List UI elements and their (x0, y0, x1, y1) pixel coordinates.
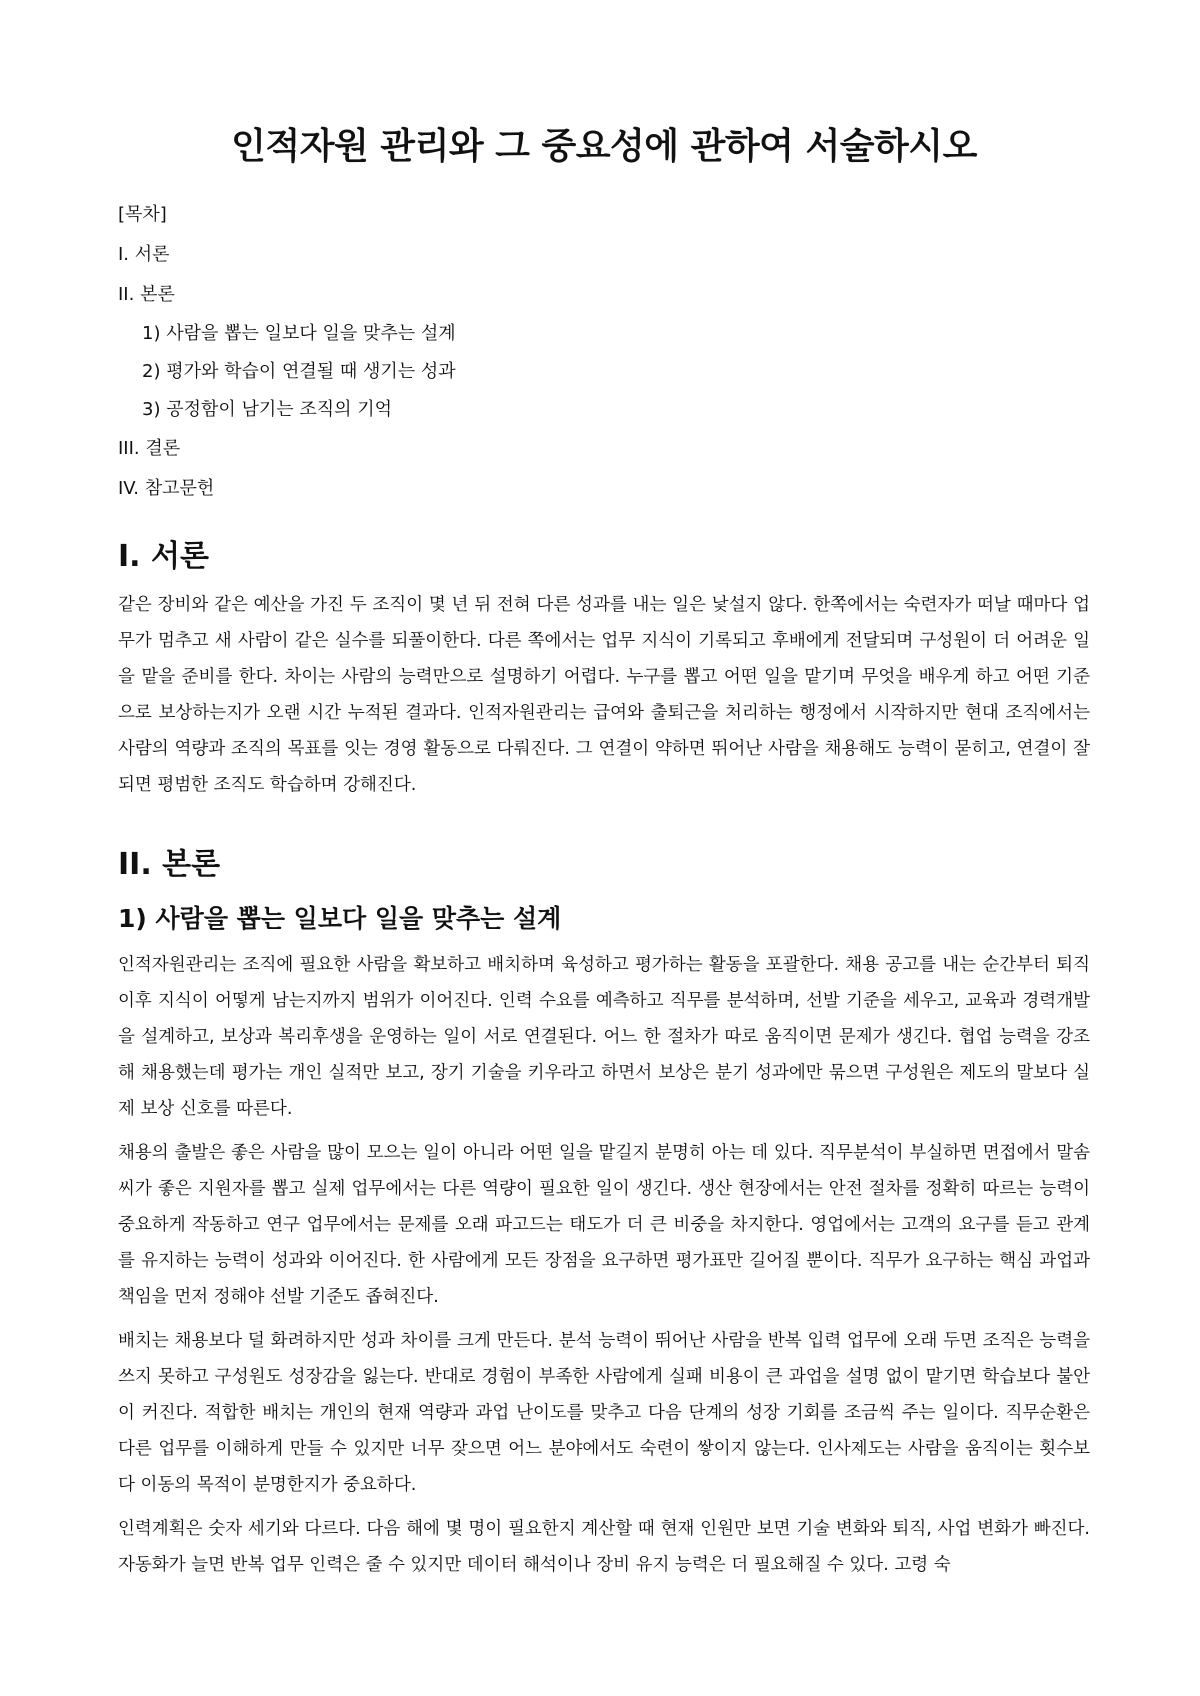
toc-item-body: II. 본론 (118, 284, 175, 305)
intro-paragraph: 같은 장비와 같은 예산을 가진 두 조직이 몇 년 뒤 전혀 다른 성과를 내는 일은 낯설지 않다. 한쪽에서는 숙련자가 떠날 때마다 업무가 멈추고 새 사람이 같은 실수를 되풀이한다. 다른 쪽에서는 업무 지식이 기록되고 후배에게 전달되며 구성원이 더 어려운 일을 맡을 준비를 한다. 차이는 사람의 능력만으로 설명하기 어렵다. 누구를 뽑고 어떤 일을 맡기며 무엇을 배우게 하고 어떤 기준으로 보상하는지가 오랜 시간 누적된 결과다. 인적자원관리는 급여와 출퇴근을 처리하는 행정에서 시작하지만 현대 조직에서는 사람의 역량과 조직의 목표를 잇는 경영 활동으로 다뤄진다. 그 연결이 약하면 뛰어난 사람을 채용해도 능력이 묻히고, 연결이 잘되면 평범한 조직도 학습하며 강해진다. (118, 595, 1090, 795)
toc-item-conclusion: III. 결론 (118, 438, 181, 459)
intro-heading: I. 서론 (118, 539, 209, 574)
section1-paragraph-4: 인력계획은 숫자 세기와 다르다. 다음 해에 몇 명이 필요한지 계산할 때 현재 인원만 보면 기술 변화와 퇴직, 사업 변화가 빠진다. 자동화가 늘면 반복 업무 인력은 줄 수 있지만 데이터 해석이나 장비 유지 능력은 더 필요해질 수 있다. 고령 숙 (118, 1519, 1090, 1575)
toc-item-body-1: 1) 사람을 뽑는 일보다 일을 맞추는 설계 (142, 323, 456, 344)
toc-item-references: IV. 참고문헌 (118, 478, 215, 499)
section1-heading: 1) 사람을 뽑는 일보다 일을 맞추는 설계 (118, 904, 562, 933)
toc-item-body-2: 2) 평가와 학습이 연결될 때 생기는 성과 (142, 361, 456, 382)
toc-item-intro: I. 서론 (118, 244, 170, 265)
section1-paragraph-2: 채용의 출발은 좋은 사람을 많이 모으는 일이 아니라 어떤 일을 맡길지 분명히 아는 데 있다. 직무분석이 부실하면 면접에서 말솜씨가 좋은 지원자를 뽑고 실제 업무에서는 다른 역량이 필요한 일이 생긴다. 생산 현장에서는 안전 절차를 정확히 따르는 능력이 중요하게 작동하고 연구 업무에서는 문제를 오래 파고드는 태도가 더 큰 비중을 차지한다. 영업에서는 고객의 요구를 듣고 관계를 유지하는 능력이 성과와 이어진다. 한 사람에게 모든 장점을 요구하면 평가표만 길어질 뿐이다. 직무가 요구하는 핵심 과업과 책임을 먼저 정해야 선발 기준도 좁혀진다. (118, 1143, 1090, 1307)
toc-heading: [목차] (118, 204, 167, 225)
section1-paragraph-3: 배치는 채용보다 덜 화려하지만 성과 차이를 크게 만든다. 분석 능력이 뛰어난 사람을 반복 입력 업무에 오래 두면 조직은 능력을 쓰지 못하고 구성원도 성장감을 잃는다. 반대로 경험이 부족한 사람에게 실패 비용이 큰 과업을 설명 없이 맡기면 학습보다 불안이 커진다. 적합한 배치는 개인의 현재 역량과 과업 난이도를 맞추고 다음 단계의 성장 기회를 조금씩 주는 일이다. 직무순환은 다른 업무를 이해하게 만들 수 있지만 너무 잦으면 어느 분야에서도 숙련이 쌓이지 않는다. 인사제도는 사람을 움직이는 횟수보다 이동의 목적이 분명한지가 중요하다. (118, 1331, 1090, 1495)
toc-item-body-3: 3) 공정함이 남기는 조직의 기억 (142, 399, 393, 420)
table-of-contents (118, 195, 1090, 509)
section1-paragraph-1: 인적자원관리는 조직에 필요한 사람을 확보하고 배치하며 육성하고 평가하는 활동을 포괄한다. 채용 공고를 내는 순간부터 퇴직 이후 지식이 어떻게 남는지까지 범위가 이어진다. 인력 수요를 예측하고 직무를 분석하며, 선발 기준을 세우고, 교육과 경력개발을 설계하고, 보상과 복리후생을 운영하는 일이 서로 연결된다. 어느 한 절차가 따로 움직이면 문제가 생긴다. 협업 능력을 강조해 채용했는데 평가는 개인 실적만 보고, 장기 기술을 키우라고 하면서 보상은 분기 성과에만 묶으면 구성원은 제도의 말보다 실제 보상 신호를 따른다. (118, 955, 1090, 1119)
document-title: 인적자원 관리와 그 중요성에 관하여 서술하시오 (231, 126, 977, 167)
body-heading: II. 본론 (118, 847, 221, 882)
